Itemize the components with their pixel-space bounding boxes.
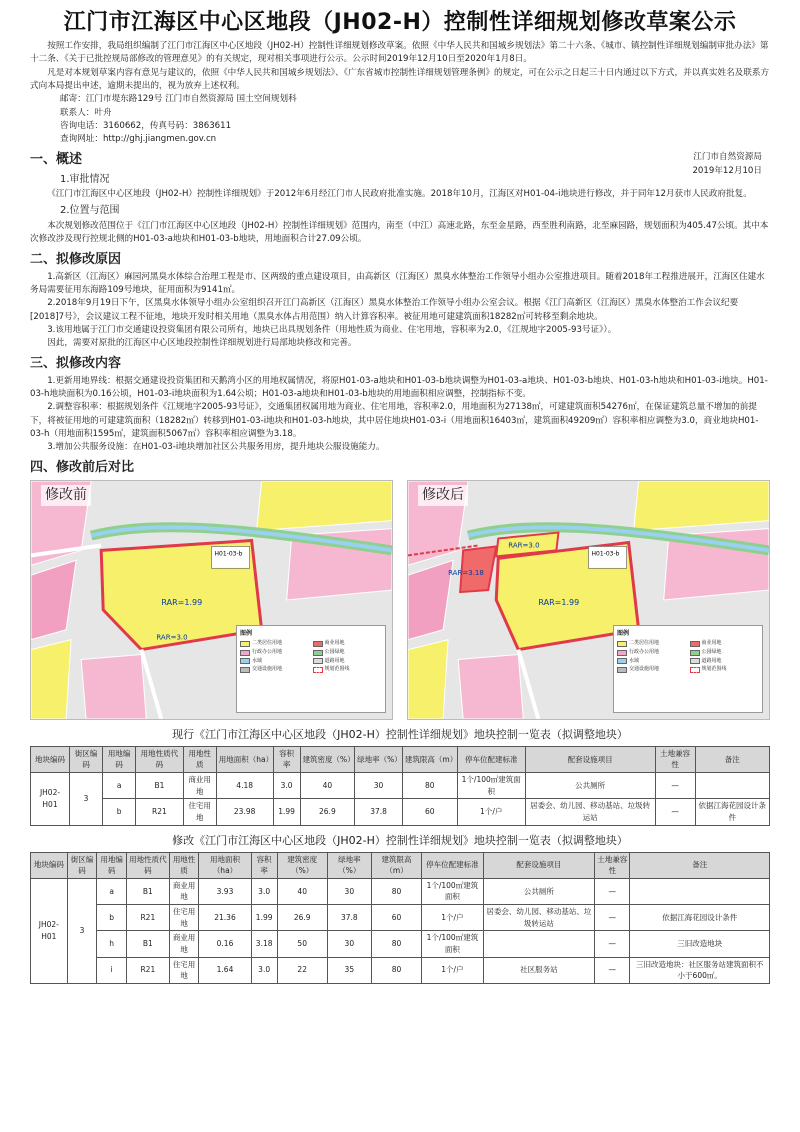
legend-item <box>690 649 760 657</box>
legend-item <box>240 649 310 657</box>
table-cell: — <box>655 799 695 825</box>
table-cell: 26.9 <box>277 905 327 931</box>
table-cell: 1.64 <box>199 957 251 983</box>
legend-item <box>240 658 310 666</box>
map-after-block-label: H01-03-b <box>591 550 620 558</box>
table-header: 建筑密度（%） <box>277 852 327 878</box>
legend-label: 二类居住用地 <box>629 640 660 647</box>
table-cell: 商业用地 <box>183 773 216 799</box>
table-cell <box>630 878 770 904</box>
table-header: 土地兼容性 <box>595 852 630 878</box>
table-header: 用地编码 <box>97 852 127 878</box>
table-cell: B1 <box>126 878 169 904</box>
table-cell-block-code: JH02-H01 <box>31 878 68 983</box>
table-cell: 1.99 <box>273 799 300 825</box>
contact-person: 联系人：叶舟 <box>60 107 112 118</box>
legend-swatch <box>617 667 627 673</box>
table-cell: 1.99 <box>251 905 277 931</box>
table-cell: 30 <box>355 773 403 799</box>
table-cell: 3.0 <box>251 878 277 904</box>
table-header: 建筑限高（m） <box>402 746 457 772</box>
legend-item <box>240 640 310 648</box>
table-header: 用地编码 <box>103 746 136 772</box>
legend-label: 公园绿地 <box>701 648 722 655</box>
table1-caption: 现行《江门市江海区中心区地段（JH02-H）控制性详细规划》地块控制一览表（拟调整地块） <box>172 727 628 741</box>
table-header: 配套设施项目 <box>525 746 655 772</box>
table-cell: 商业用地 <box>169 878 199 904</box>
table-cell: 40 <box>300 773 355 799</box>
legend-swatch <box>690 658 700 664</box>
table-cell: 1个/100㎡建筑面积 <box>422 878 484 904</box>
table-header: 用地性质代码 <box>136 746 183 772</box>
table-cell: — <box>595 957 630 983</box>
table-current <box>30 746 770 826</box>
table-cell: R21 <box>136 799 183 825</box>
table-cell: 1个/100㎡建筑面积 <box>457 773 525 799</box>
table-cell: 居委会、幼儿园、移动基站、垃圾转运站 <box>483 905 594 931</box>
signature-org: 江门市自然资源局 <box>693 151 762 162</box>
section-1-sub2-title: 2.位置与范围 <box>60 205 120 217</box>
map-before <box>30 480 393 720</box>
table-header-row <box>31 746 770 772</box>
table-cell: 三旧改造地块：社区服务站建筑面积不小于600㎡。 <box>630 957 770 983</box>
section-1-sub1-title: 1.审批情况 <box>60 173 110 185</box>
table-header: 备注 <box>630 852 770 878</box>
section-2-paragraph: 因此，需要对原批的江海区中心区地段控制性详细规划进行局部地块修改和完善。 <box>47 338 357 349</box>
table-cell: 公共厕所 <box>525 773 655 799</box>
legend-item <box>313 649 383 657</box>
table-header: 用地性质 <box>183 746 216 772</box>
legend-label: 商业用地 <box>324 640 345 647</box>
table-header: 备注 <box>695 746 769 772</box>
legend-swatch <box>690 650 700 656</box>
table-cell: 1个/户 <box>422 905 484 931</box>
legend-swatch <box>617 650 627 656</box>
table-cell: a <box>97 878 127 904</box>
signature-date: 2019年12月10日 <box>692 166 762 177</box>
table-row <box>31 957 770 983</box>
table-header: 停车位配建标准 <box>422 852 484 878</box>
table-cell: 37.8 <box>355 799 403 825</box>
table-header: 建筑限高（m） <box>371 852 421 878</box>
table-header: 街区编码 <box>70 746 103 772</box>
legend-label: 公园绿地 <box>324 648 345 655</box>
table-header: 绿地率（%） <box>327 852 371 878</box>
table-cell: 商业用地 <box>169 931 199 957</box>
signature <box>692 150 762 179</box>
legend-label: 交通设施用地 <box>252 666 283 673</box>
table-cell-district: 3 <box>70 773 103 826</box>
table-revised <box>30 852 770 984</box>
intro-paragraph-2: 凡是对本规划草案内容有意见与建议的，依照《中华人民共和国城乡规划法》、《广东省城市控制性详细规划管理条例》的规定，可在公示之日起三十日内通过以下方式，并以真实姓名及联系方式向本局提出申述，逾期未提出的，视为放弃上述权利。 <box>30 67 770 91</box>
table-cell: 0.16 <box>199 931 251 957</box>
legend-swatch <box>690 667 700 673</box>
section-3-paragraph: 1.更新用地界线：根据交通建设投资集团和天鹅湾小区的用地权属情况，将原H01-03-a地块和H01-03-b地块调整为H01-03-a地块、H01-03-b地块、H01-03-h地块和H01-03-i地块。H01-03-h地块面积为0.16公顷，H01-03-i地块面积为1.64公顷；H01-03-a地块和H01-03-b地块的用地面积相应调整，控制指标不变。 <box>30 375 768 400</box>
table-cell: 住宅用地 <box>169 957 199 983</box>
legend-label: 规划范围线 <box>324 666 350 673</box>
legend-item <box>690 640 760 648</box>
legend-swatch <box>240 650 250 656</box>
legend-label: 道路用地 <box>701 657 722 664</box>
table-cell <box>483 931 594 957</box>
section-2-paragraph: 1.高新区（江海区）麻园河黑臭水体综合治理工程是市、区两级的重点建设项目，由高新区（江海区）黑臭水体整治工作领导小组办公室推进项目。随着2018年工程推进展开，江海区住建水务局需要征用东海路109号地块，征用面积为9141㎡。 <box>30 271 765 296</box>
legend-title: 图例 <box>240 629 253 637</box>
map-after-rar-3: RAR=3.18 <box>448 568 484 577</box>
table-cell: 3.0 <box>251 957 277 983</box>
legend-swatch <box>313 641 323 647</box>
table-header: 容积率 <box>273 746 300 772</box>
table-header: 用地性质 <box>169 852 199 878</box>
section-2-paragraph: 2.2018年9月19日下午，区黑臭水体领导小组办公室组织召开江门高新区（江海区）黑臭水体整治工作领导小组办公室会议。根据《江门高新区（江海区）黑臭水体整治工作会议纪要[2018]7号》，会议建议工程不征地，地块开发时相关用地（黑臭水体占用范围）纳入计算容积率。被征用地可建建筑面积18282㎡可转移至剩余地块。 <box>30 298 739 322</box>
legend-item <box>617 649 687 657</box>
legend-label: 行政办公用地 <box>629 648 660 655</box>
section-1-sub2-text: 本次规划修改范围位于《江门市江海区中心区地段（JH02-H）控制性详细规划》范围内，南至（中江）高速北路，东至金星路，西至胜利南路，北至麻园路，规划面积为405.47公顷。其中本次修改涉及现行控规北侧的H01-03-a地块和H01-03-b地块，用地面积合计27.09公顷。 <box>30 220 769 245</box>
map-after-rar-1: RAR=1.99 <box>538 597 580 607</box>
table-header: 街区编码 <box>67 852 97 878</box>
legend-label: 行政办公用地 <box>252 648 283 655</box>
table-header: 用地性质代码 <box>126 852 169 878</box>
table-cell: 公共厕所 <box>483 878 594 904</box>
legend-grid <box>240 640 382 674</box>
legend-item <box>313 640 383 648</box>
legend-item <box>313 666 383 674</box>
table-cell: 60 <box>402 799 457 825</box>
map-before-rar-2: RAR=3.0 <box>156 633 188 642</box>
contact-address: 邮寄：江门市堤东路129号 江门市自然资源局 国土空间规划科 <box>60 94 297 105</box>
contact-url[interactable]: 查询网址：http://ghj.jiangmen.gov.cn <box>60 134 217 145</box>
table-cell: b <box>103 799 136 825</box>
table-cell: h <box>97 931 127 957</box>
map-after-label: 修改后 <box>418 485 468 507</box>
map-before-label: 修改前 <box>41 485 91 507</box>
legend-swatch <box>240 641 250 647</box>
section-3 <box>30 354 770 455</box>
legend-grid <box>617 640 759 674</box>
table2-caption: 修改《江门市江海区中心区地段（JH02-H）控制性详细规划》地块控制一览表（拟调整地块） <box>172 833 628 847</box>
table-cell: — <box>595 878 630 904</box>
section-1-title: 一、概述 <box>30 151 83 167</box>
table-cell: 住宅用地 <box>183 799 216 825</box>
map-before-legend <box>236 625 386 713</box>
page-title: 江门市江海区中心区地段（JH02-H）控制性详细规划修改草案公示 <box>63 10 737 35</box>
table-cell: 三旧改造地块 <box>630 931 770 957</box>
table-cell: 80 <box>371 878 421 904</box>
contact-phone: 咨询电话：3160662，传真号码：3863611 <box>60 120 232 131</box>
legend-title: 图例 <box>617 629 630 637</box>
table-cell-district: 3 <box>67 878 97 983</box>
table-row <box>31 799 770 825</box>
map-after-legend <box>613 625 763 713</box>
legend-item <box>690 658 760 666</box>
table-cell: 80 <box>402 773 457 799</box>
table-cell: 40 <box>277 878 327 904</box>
legend-label: 交通设施用地 <box>629 666 660 673</box>
table-cell: 3.18 <box>251 931 277 957</box>
table-header: 用地面积（ha） <box>199 852 251 878</box>
legend-swatch <box>313 667 323 673</box>
table-cell: — <box>595 905 630 931</box>
map-after <box>407 480 770 720</box>
legend-label: 规划范围线 <box>701 666 727 673</box>
section-4-title: 四、修改前后对比 <box>30 459 135 475</box>
table-header: 停车位配建标准 <box>457 746 525 772</box>
table-cell: b <box>97 905 127 931</box>
contact-block <box>30 93 770 146</box>
table-cell: a <box>103 773 136 799</box>
table-cell: 23.98 <box>216 799 273 825</box>
legend-item <box>690 666 760 674</box>
table-cell: 3.0 <box>273 773 300 799</box>
legend-label: 商业用地 <box>701 640 722 647</box>
table-cell: B1 <box>126 931 169 957</box>
table-cell-block-code: JH02-H01 <box>31 773 70 826</box>
table-header: 容积率 <box>251 852 277 878</box>
legend-label: 道路用地 <box>324 657 345 664</box>
legend-item <box>313 658 383 666</box>
section-2-title: 二、拟修改原因 <box>30 251 122 267</box>
table-cell: — <box>595 931 630 957</box>
legend-swatch <box>617 658 627 664</box>
legend-item <box>617 666 687 674</box>
table-cell: B1 <box>136 773 183 799</box>
table-cell: 30 <box>327 931 371 957</box>
table-cell: i <box>97 957 127 983</box>
section-1-sub1-text: 《江门市江海区中心区地段（JH02-H）控制性详细规划》于2012年6月经江门市人民政府批准实施。2018年10月，江海区对H01-04-i地块进行修改，并于同年12月获市人民政府批复。 <box>47 189 752 200</box>
table-cell: 居委会、幼儿园、移动基站、垃圾转运站 <box>525 799 655 825</box>
legend-swatch <box>690 641 700 647</box>
table-cell: R21 <box>126 957 169 983</box>
table-cell: 3.93 <box>199 878 251 904</box>
table-header-row <box>31 852 770 878</box>
section-1 <box>30 150 770 247</box>
table-cell: 住宅用地 <box>169 905 199 931</box>
legend-swatch <box>313 658 323 664</box>
table-header: 土地兼容性 <box>655 746 695 772</box>
table-cell: 21.36 <box>199 905 251 931</box>
table-cell: 80 <box>371 931 421 957</box>
table-header: 地块编码 <box>31 746 70 772</box>
table-cell: 社区服务站 <box>483 957 594 983</box>
table-cell: 22 <box>277 957 327 983</box>
legend-label: 二类居住用地 <box>252 640 283 647</box>
map-comparison <box>30 480 770 720</box>
section-3-paragraph: 3.增加公共服务设施：在H01-03-i地块增加社区公共服务用房，提升地块公服设施能力。 <box>47 442 385 453</box>
table-cell <box>695 773 769 799</box>
legend-item <box>617 640 687 648</box>
map-before-block-label: H01-03-b <box>214 550 243 558</box>
table-cell: 依据江海花园设计条件 <box>695 799 769 825</box>
table-cell: — <box>655 773 695 799</box>
table-cell: R21 <box>126 905 169 931</box>
table-cell: 35 <box>327 957 371 983</box>
table-cell: 1个/100㎡建筑面积 <box>422 931 484 957</box>
section-3-title: 三、拟修改内容 <box>30 355 122 371</box>
table-cell: 80 <box>371 957 421 983</box>
legend-swatch <box>313 650 323 656</box>
table-header: 配套设施项目 <box>483 852 594 878</box>
table-header: 用地面积（ha） <box>216 746 273 772</box>
table-cell: 60 <box>371 905 421 931</box>
table-header: 地块编码 <box>31 852 68 878</box>
legend-item <box>240 666 310 674</box>
table-cell: 依据江海花园设计条件 <box>630 905 770 931</box>
legend-item <box>617 658 687 666</box>
intro-paragraph-1: 按照工作安排，我局组织编制了江门市江海区中心区地段（JH02-H）控制性详细规划修改草案。依照《中华人民共和国城乡规划法》第二十六条、《城市、镇控制性详细规划编制审批办法》第十二条、《关于已批控规局部修改的管理意见》的有关规定，现对相关事项进行公示。公示时间2019年12月10日至2020年1月8日。 <box>30 41 769 65</box>
map-after-rar-2: RAR=3.0 <box>508 541 540 550</box>
table-header: 建筑密度（%） <box>300 746 355 772</box>
table-row <box>31 773 770 799</box>
legend-swatch <box>617 641 627 647</box>
table-cell: 1个/户 <box>457 799 525 825</box>
table-cell: 37.8 <box>327 905 371 931</box>
table-cell: 26.9 <box>300 799 355 825</box>
legend-swatch <box>240 658 250 664</box>
map-before-rar-1: RAR=1.99 <box>161 597 203 607</box>
section-3-paragraph: 2.调整容积率：根据规划条件《江规地字2005-93号证》，交通集团权属用地为商业、住宅用地，容积率2.0，用地面积为27138㎡，可建建筑面积54276㎡，在保证建筑总量不增加的前提下，将被征用地的可建建筑面积（18282㎡）转移到H01-03-i地块和H01-03-h地块，其中居住地块H01-03-i（用地面积16403㎡，建筑面积49209㎡）容积率相应调整为3.0，商业地块H01-03-h（用地面积1595㎡，建筑面积5067㎡）容积率相应调整为3.18。 <box>30 402 759 439</box>
table-cell: 4.18 <box>216 773 273 799</box>
table-row <box>31 878 770 904</box>
legend-label: 水域 <box>252 657 263 664</box>
table-row <box>31 905 770 931</box>
table-header: 绿地率（%） <box>355 746 403 772</box>
table-cell: 50 <box>277 931 327 957</box>
section-2 <box>30 250 770 351</box>
legend-label: 水域 <box>629 657 640 664</box>
table-row <box>31 931 770 957</box>
table-cell: 30 <box>327 878 371 904</box>
table-cell: 1个/户 <box>422 957 484 983</box>
legend-swatch <box>240 667 250 673</box>
section-2-paragraph: 3.该用地属于江门市交通建设投资集团有限公司所有，地块已出具规划条件（用地性质为商业、住宅用地，容积率为2.0，《江规地字2005-93号证》）。 <box>47 324 617 335</box>
